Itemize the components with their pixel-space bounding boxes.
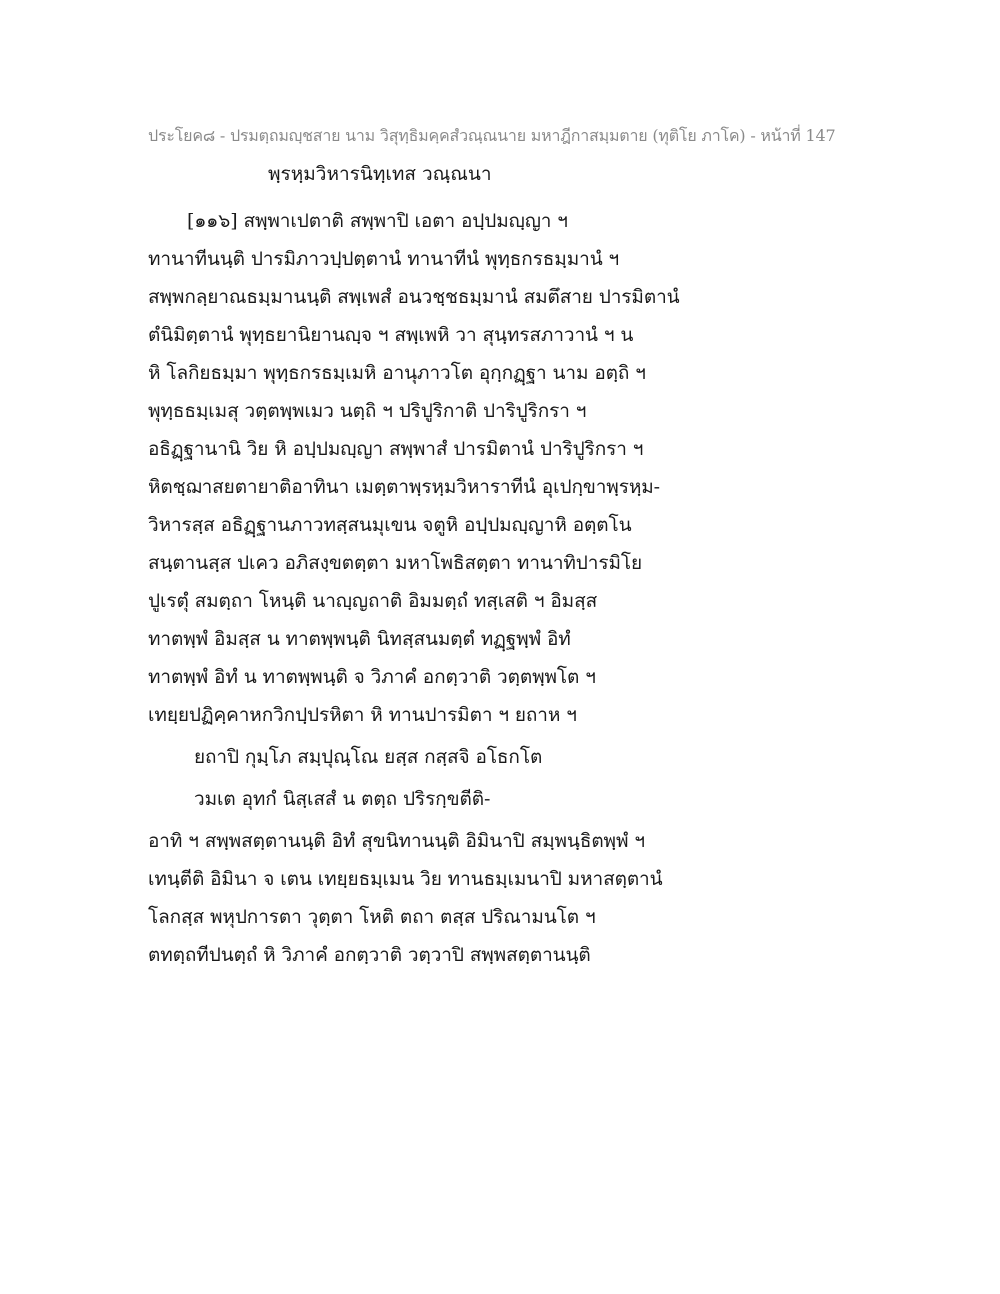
text-line: เทยฺยปฏิคฺคาหกวิกปฺปรหิตา หิ ทานปารมิตา ฯ ยถาห ฯ [148, 704, 577, 726]
text-line: ตํนิมิตฺตานํ พุทฺธยานิยานญฺจ ฯ สพฺเพหิ วา สุนฺทรสภาวานํ ฯ น [148, 324, 634, 346]
text-line: หิ โลกิยธมฺมา พุทฺธกรธมฺเมหิ อานุภาวโต อุกฺกฏฺฐา นาม อตฺถิ ฯ [148, 362, 646, 384]
text-line: อาทิ ฯ สพฺพสตฺตานนฺติ อิทํ สุขนิทานนฺติ อิมินาปิ สมฺพนฺธิตพฺพํ ฯ [148, 830, 645, 852]
text-line: ทาตพฺพํ อิทํ น ทาตพฺพนฺติ จ วิภาคํ อกตฺวาติ วตฺตพฺพโต ฯ [148, 666, 596, 688]
text-line: โลกสฺส พหุปการตา วุตฺตา โหติ ตถา ตสฺส ปริณามนโต ฯ [148, 906, 596, 928]
section-title: พฺรหฺมวิหารนิทฺเทส วณฺณนา [268, 163, 492, 185]
page-header: ประโยค๘ - ปรมตฺถมญฺชสาย นาม วิสุทฺธิมคฺคสํวณฺณนาย มหาฎีกาสมฺมตาย (ทุติโย ภาโค) - หน้าที่ 147 [148, 126, 836, 145]
text-line: [๑๑๖] สพฺพาเปตาติ สพฺพาปิ เอตา อปฺปมญฺญา ฯ [187, 210, 568, 232]
text-line: เทนฺตีติ อิมินา จ เตน เทยฺยธมฺเมน วิย ทานธมฺเมนาปิ มหาสตฺตานํ [148, 868, 663, 890]
text-line: ทาตพฺพํ อิมสฺส น ทาตพฺพนฺติ นิทสฺสนมตฺตํ ทฏฺฐพฺพํ อิทํ [148, 628, 571, 650]
verse-line: วมเต อุทกํ นิสฺเสสํ น ตตฺถ ปริรกฺขตีติ- [194, 788, 491, 810]
verse-line: ยถาปิ กุมฺโภ สมฺปุณฺโณ ยสฺส กสฺสจิ อโธกโต [194, 746, 543, 768]
text-line: ตทตฺถทีปนตฺถํ หิ วิภาคํ อกตฺวาติ วตฺวาปิ สพฺพสตฺตานนฺติ [148, 944, 591, 966]
text-line: วิหารสฺส อธิฏฺฐานภาวทสฺสนมุเขน จตูหิ อปฺปมญฺญาหิ อตฺตโน [148, 514, 632, 536]
text-line: สพฺพกลฺยาณธมฺมานนฺติ สพฺเพสํ อนวชฺชธมฺมานํ สมตึสาย ปารมิตานํ [148, 286, 680, 308]
text-line: หิตชฺฌาสยตายาติอาทินา เมตฺตาพฺรหฺมวิหาราทีนํ อุเปกฺขาพฺรหฺม- [148, 476, 660, 498]
text-line: สนฺตานสฺส ปเคว อภิสงฺขตตฺตา มหาโพธิสตฺตา ทานาทิปารมิโย [148, 552, 643, 574]
text-line: อธิฏฺฐานานิ วิย หิ อปฺปมญฺญา สพฺพาสํ ปารมิตานํ ปาริปูริกรา ฯ [148, 438, 644, 460]
text-line: พุทฺธธมฺเมสุ วตฺตพฺพเมว นตฺถิ ฯ ปริปูริกาติ ปาริปูริกรา ฯ [148, 400, 587, 422]
text-line: ปูเรตุํ สมตฺถา โหนฺติ นาญฺญถาติ อิมมตฺถํ ทสฺเสติ ฯ อิมสฺส [148, 590, 598, 612]
text-line: ทานาทีนนฺติ ปารมิภาวปฺปตฺตานํ ทานาทีนํ พุทฺธกรธมฺมานํ ฯ [148, 248, 620, 270]
